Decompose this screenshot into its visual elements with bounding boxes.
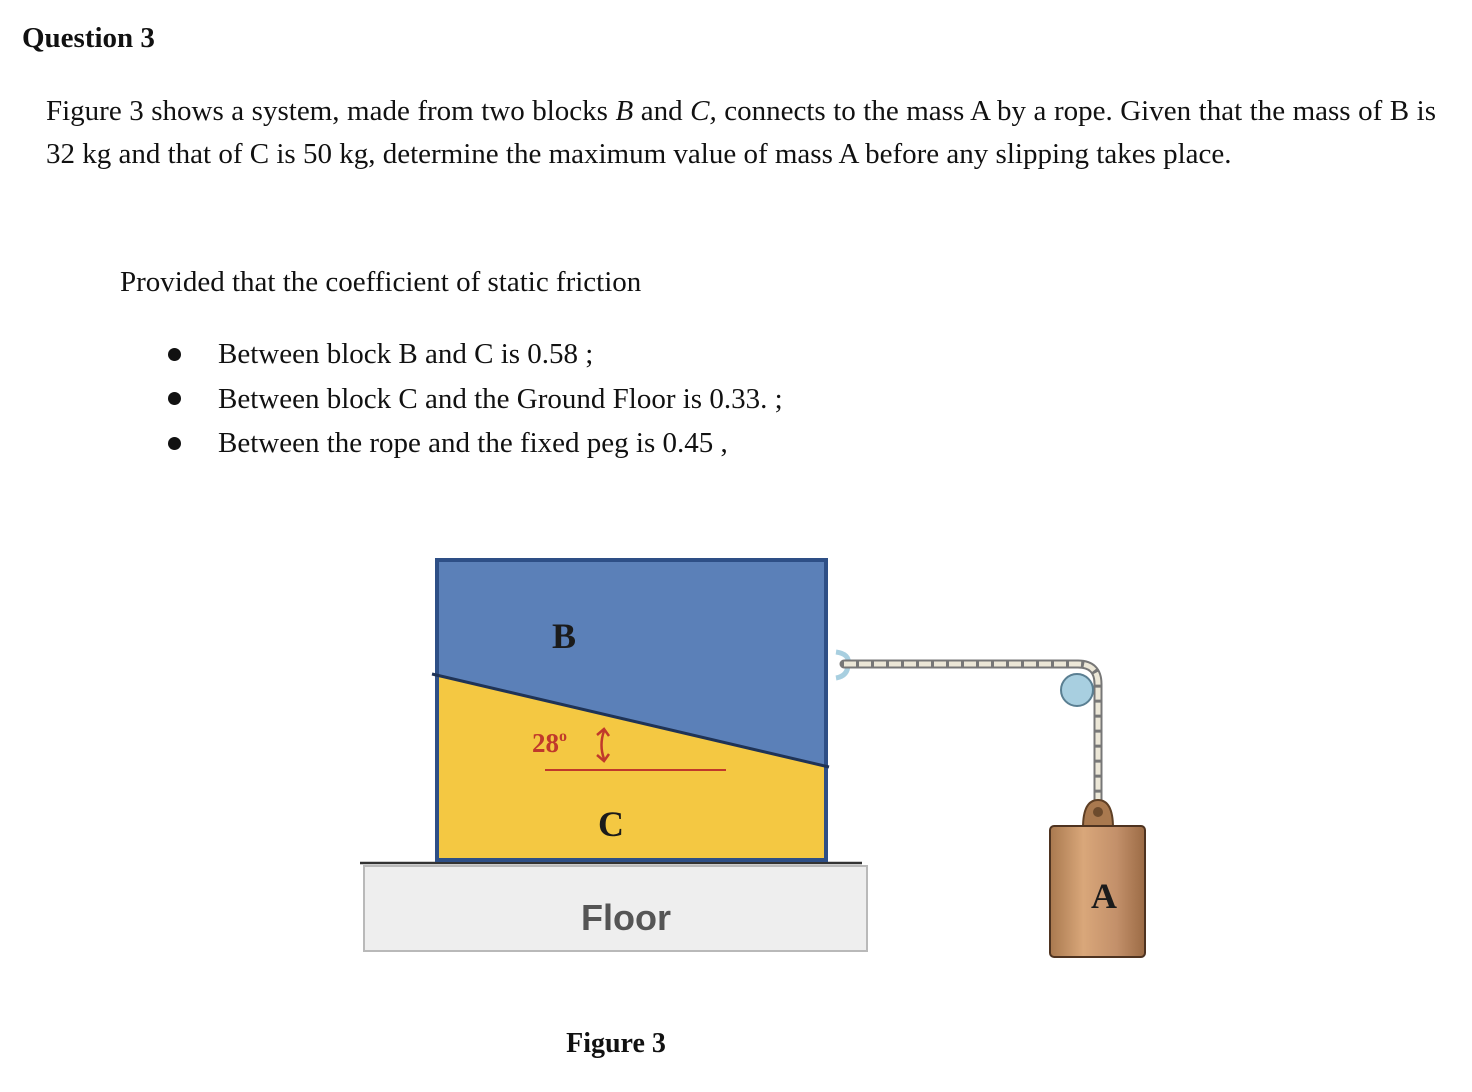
block-b-ref: B bbox=[615, 95, 634, 127]
statement-part-2: and bbox=[633, 95, 691, 127]
statement-part-3: connects to the mass A by a rope. Given that the mass of B is 32 kg and that of C is 50 kg, determine the maximum value of mass A before any slipping takes place. bbox=[46, 95, 1436, 170]
figure-caption: Figure 3 bbox=[566, 1028, 666, 1059]
rope bbox=[844, 664, 1098, 812]
block-c-ref: C, bbox=[690, 95, 717, 127]
friction-intro: Provided that the coefficient of static friction bbox=[120, 266, 642, 298]
label-b: B bbox=[551, 616, 577, 656]
fixed-peg bbox=[1061, 674, 1093, 706]
rope-strands bbox=[844, 664, 1098, 812]
label-a: A bbox=[1091, 876, 1117, 916]
floor-label: Floor bbox=[581, 897, 671, 938]
friction-b-c: Between block B and C is 0.58 ; bbox=[218, 338, 594, 370]
friction-rope-peg: Between the rope and the fixed peg is 0.45 , bbox=[218, 427, 728, 459]
statement-part-1: Figure 3 shows a system, made from two blocks bbox=[46, 95, 616, 127]
degree-symbol: o bbox=[559, 728, 567, 745]
friction-c-floor: Between block C and the Ground Floor is 0.33. ; bbox=[218, 382, 783, 415]
question-heading: Question 3 bbox=[22, 22, 155, 54]
angle-value: 28 bbox=[532, 728, 559, 758]
label-c: C bbox=[598, 804, 624, 844]
mass-hook-eye bbox=[1093, 807, 1103, 817]
